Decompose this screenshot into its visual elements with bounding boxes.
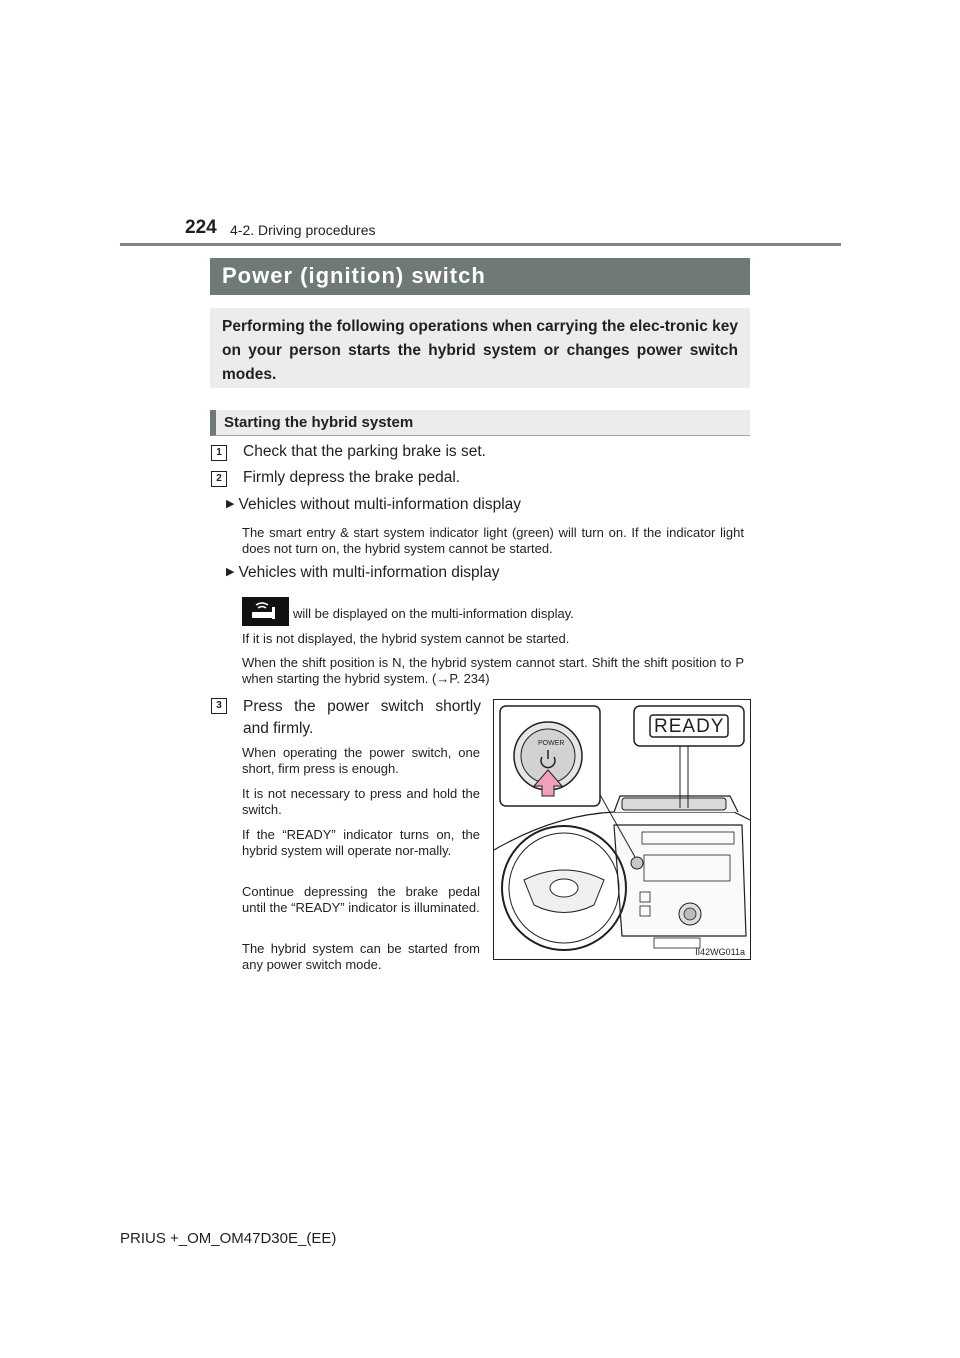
step-number-3: 3 bbox=[211, 698, 227, 714]
step-number-1: 1 bbox=[211, 445, 227, 461]
note-not-displayed: If it is not displayed, the hybrid system cannot be started. bbox=[242, 631, 570, 646]
note-step3-1: When operating the power switch, one short, firm press is enough. bbox=[242, 745, 480, 776]
step-1-text: Check that the parking brake is set. bbox=[243, 443, 486, 460]
subheading: Starting the hybrid system bbox=[210, 410, 750, 436]
note-step3-4: Continue depressing the brake pedal until the “READY” indicator is illuminated. bbox=[242, 884, 480, 915]
note-icon-text: will be displayed on the multi-information display. bbox=[293, 606, 574, 621]
step-3-text: Press the power switch shortly and firmly. bbox=[243, 698, 481, 737]
brake-pedal-indicator-icon bbox=[242, 597, 289, 626]
page-number: 224 bbox=[185, 217, 217, 238]
intro-text: Performing the following operations when carrying the elec-tronic key on your person starts the hybrid system or changes power switch modes. bbox=[210, 308, 750, 388]
note-step3-3: If the “READY” indicator turns on, the hybrid system will operate nor-mally. bbox=[242, 827, 480, 858]
bullet-arrow-icon: ▶ bbox=[226, 498, 235, 510]
note-no-display: The smart entry & start system indicator light (green) will turn on. If the indicator light does not turn on, the hybrid system cannot be started. bbox=[242, 525, 744, 556]
ready-indicator-label: READY bbox=[654, 716, 725, 737]
bullet-label: Vehicles without multi-information display bbox=[238, 496, 522, 513]
note-shift-position: When the shift position is N, the hybrid system cannot start. Shift the shift position to P when starting the hybrid system. (→P. 234) bbox=[242, 655, 744, 686]
bullet-label: Vehicles with multi-information display bbox=[238, 564, 500, 581]
dashboard-illustration bbox=[493, 699, 751, 960]
note-step3-2: It is not necessary to press and hold the switch. bbox=[242, 786, 480, 817]
step-2-text: Firmly depress the brake pedal. bbox=[243, 469, 461, 486]
power-button-label: POWER bbox=[538, 740, 565, 747]
footer-model-code: PRIUS +_OM_OM47D30E_(EE) bbox=[120, 1230, 337, 1247]
step-number-2: 2 bbox=[211, 471, 227, 487]
section-label: 4-2. Driving procedures bbox=[230, 222, 376, 238]
bullet-with-display bbox=[226, 564, 500, 582]
note-step3-5: The hybrid system can be started from any power switch mode. bbox=[242, 941, 480, 972]
header-rule bbox=[120, 243, 841, 246]
page-title: Power (ignition) switch bbox=[210, 258, 750, 295]
bullet-arrow-icon: ▶ bbox=[226, 566, 235, 578]
figure-code: II42WG011a bbox=[695, 947, 745, 957]
bullet-no-display bbox=[226, 496, 521, 514]
